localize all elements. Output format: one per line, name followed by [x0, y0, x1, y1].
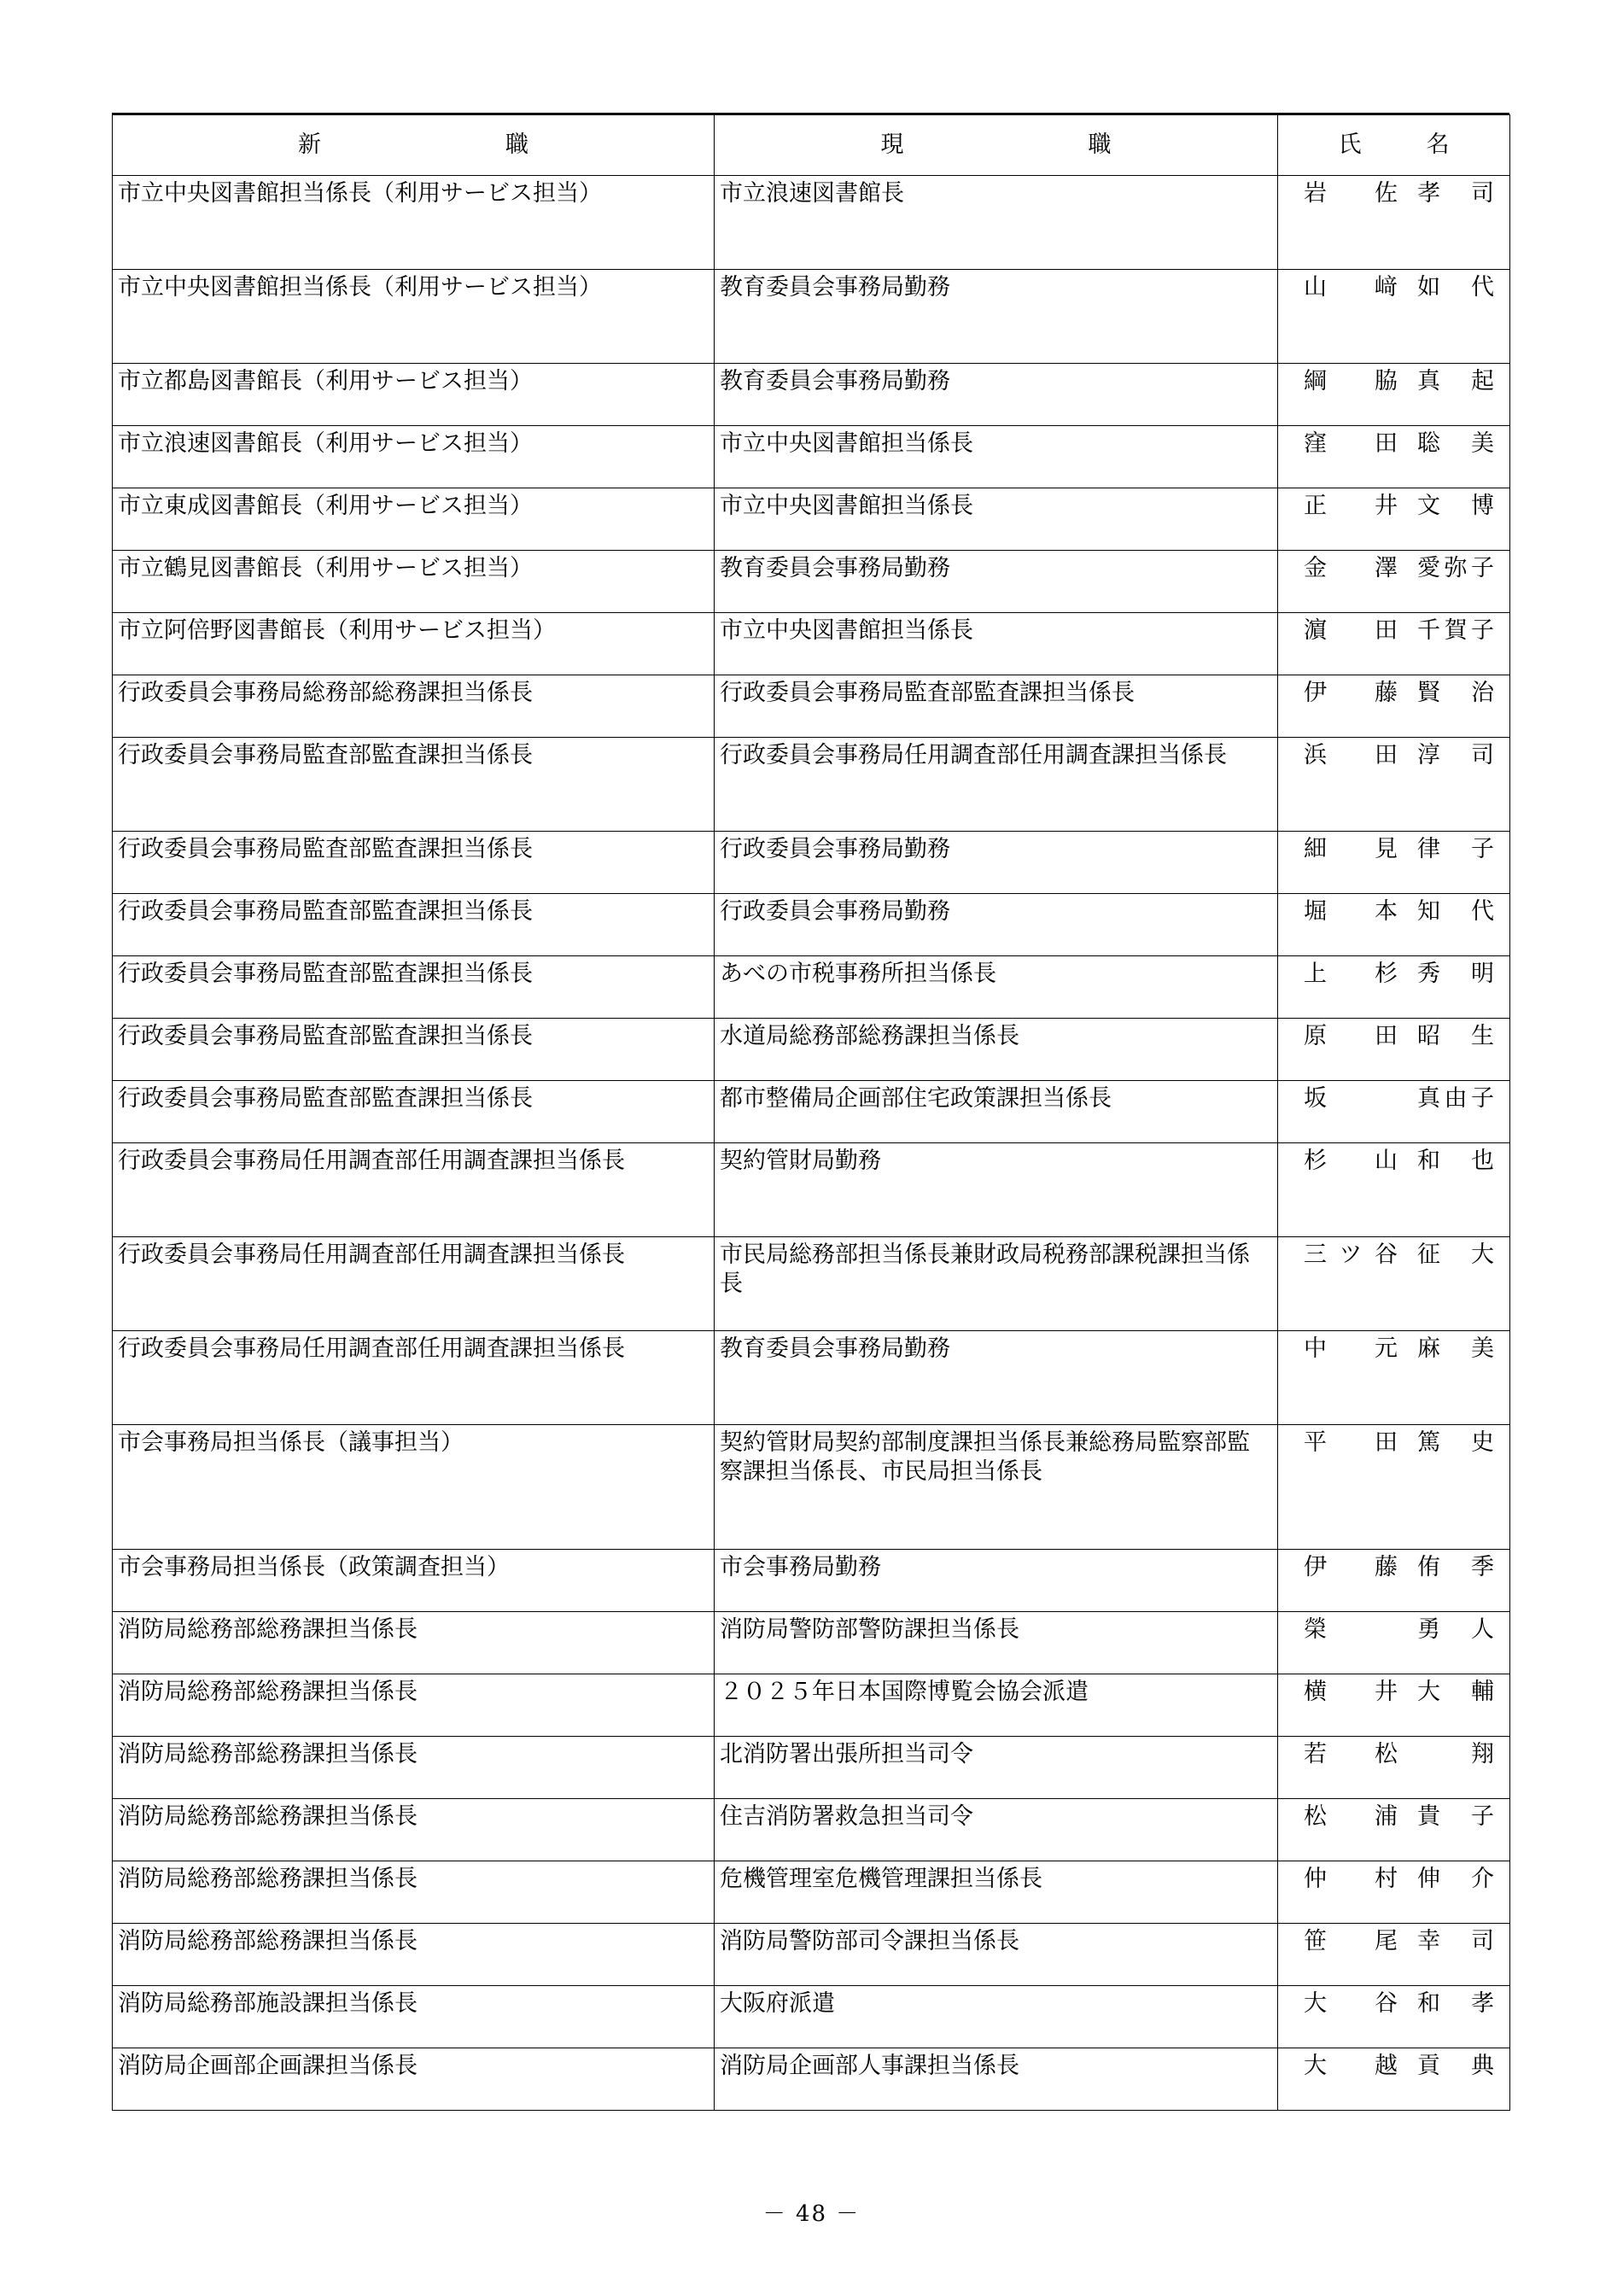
given-name: 賢 治	[1417, 680, 1494, 706]
name-cell	[1278, 176, 1510, 270]
family-name: 山 﨑	[1304, 274, 1398, 301]
given-name: 和 也	[1417, 1148, 1494, 1174]
current-post-cell: 契約管財局勤務	[715, 1143, 1278, 1237]
family-name: 窪 田	[1304, 430, 1398, 457]
new-post-cell: 市会事務局担当係長（議事担当）	[113, 1425, 715, 1550]
family-name: 金 澤	[1304, 555, 1398, 581]
name-cell	[1278, 1331, 1510, 1425]
name-cell	[1278, 1237, 1510, 1331]
new-post-cell: 行政委員会事務局任用調査部任用調査課担当係長	[113, 1331, 715, 1425]
given-name: 聡 美	[1417, 430, 1494, 457]
table-row	[113, 1331, 1510, 1425]
given-name: 真 起	[1417, 368, 1494, 394]
given-name: 律 子	[1417, 836, 1494, 862]
new-post-cell: 市立浪速図書館長（利用サービス担当）	[113, 426, 715, 488]
current-post-cell: 教育委員会事務局勤務	[715, 1331, 1278, 1425]
family-name: 仲 村	[1304, 1866, 1398, 1892]
given-name: 伸 介	[1417, 1866, 1494, 1892]
header-new-post-char-1: 新	[298, 131, 321, 158]
current-post-cell: 契約管財局契約部制度課担当係長兼総務局監察部監察課担当係長、市民局担当係長	[715, 1425, 1278, 1550]
table-row	[113, 176, 1510, 270]
current-post-cell: 市立中央図書館担当係長	[715, 613, 1278, 675]
name-cell	[1278, 1081, 1510, 1143]
new-post-cell: 行政委員会事務局監査部監査課担当係長	[113, 738, 715, 832]
name-cell	[1278, 675, 1510, 738]
new-post-cell: 行政委員会事務局監査部監査課担当係長	[113, 1081, 715, 1143]
current-post-cell: 行政委員会事務局監査部監査課担当係長	[715, 675, 1278, 738]
given-name: 昭 生	[1417, 1023, 1494, 1049]
table-row	[113, 832, 1510, 894]
new-post-cell: 市立都島図書館長（利用サービス担当）	[113, 364, 715, 426]
given-name: 侑 季	[1417, 1554, 1494, 1580]
name-cell	[1278, 488, 1510, 551]
new-post-cell: 行政委員会事務局監査部監査課担当係長	[113, 956, 715, 1019]
new-post-cell: 消防局総務部総務課担当係長	[113, 1861, 715, 1924]
name-cell	[1278, 1737, 1510, 1799]
current-post-cell: ２０２５年日本国際博覧会協会派遣	[715, 1674, 1278, 1737]
family-name: 中 元	[1304, 1335, 1398, 1362]
header-new-post-char-2: 職	[505, 131, 528, 158]
given-name: 千賀子	[1417, 617, 1494, 644]
family-name: 綱 脇	[1304, 368, 1398, 394]
table-row	[113, 1143, 1510, 1237]
new-post-cell: 消防局総務部総務課担当係長	[113, 1674, 715, 1737]
given-name: 征 大	[1417, 1241, 1494, 1268]
table-row	[113, 675, 1510, 738]
header-current-post	[715, 115, 1278, 176]
current-post-cell: 消防局警防部司令課担当係長	[715, 1924, 1278, 1986]
current-post-cell: 教育委員会事務局勤務	[715, 364, 1278, 426]
table-row	[113, 1019, 1510, 1081]
current-post-cell: 教育委員会事務局勤務	[715, 551, 1278, 613]
new-post-cell: 消防局企画部企画課担当係長	[113, 2048, 715, 2111]
new-post-cell: 市会事務局担当係長（政策調査担当）	[113, 1550, 715, 1612]
current-post-cell: 市立中央図書館担当係長	[715, 488, 1278, 551]
given-name: 貴 子	[1417, 1803, 1494, 1830]
given-name: 貢 典	[1417, 2053, 1494, 2079]
name-cell	[1278, 956, 1510, 1019]
name-cell	[1278, 551, 1510, 613]
table-row	[113, 270, 1510, 364]
current-post-cell: 市立中央図書館担当係長	[715, 426, 1278, 488]
current-post-cell: あべの市税事務所担当係長	[715, 956, 1278, 1019]
current-post-cell: 市立浪速図書館長	[715, 176, 1278, 270]
new-post-cell: 市立中央図書館担当係長（利用サービス担当）	[113, 270, 715, 364]
given-name: 愛弥子	[1417, 555, 1494, 581]
current-post-cell: 住吉消防署救急担当司令	[715, 1799, 1278, 1861]
name-cell	[1278, 1425, 1510, 1550]
name-cell	[1278, 613, 1510, 675]
header-name	[1278, 115, 1510, 176]
table-row	[113, 1674, 1510, 1737]
family-name: 坂	[1304, 1085, 1327, 1112]
table-row	[113, 488, 1510, 551]
given-name: 文 博	[1417, 493, 1494, 519]
current-post-cell: 消防局企画部人事課担当係長	[715, 2048, 1278, 2111]
name-cell	[1278, 426, 1510, 488]
name-cell	[1278, 2048, 1510, 2111]
table-row	[113, 613, 1510, 675]
table-row	[113, 2048, 1510, 2111]
table-row	[113, 1425, 1510, 1550]
table-row	[113, 894, 1510, 956]
family-name: 浜 田	[1304, 742, 1398, 768]
family-name: 濵 田	[1304, 617, 1398, 644]
family-name: 松 浦	[1304, 1803, 1398, 1830]
family-name: 上 杉	[1304, 961, 1398, 987]
current-post-cell: 都市整備局企画部住宅政策課担当係長	[715, 1081, 1278, 1143]
new-post-cell: 消防局総務部施設課担当係長	[113, 1986, 715, 2048]
family-name: 原 田	[1304, 1023, 1398, 1049]
given-name: 淳 司	[1417, 742, 1494, 768]
table-row	[113, 1924, 1510, 1986]
current-post-cell: 危機管理室危機管理課担当係長	[715, 1861, 1278, 1924]
header-name-char-2: 名	[1426, 131, 1450, 158]
table-row	[113, 1237, 1510, 1331]
given-name: 孝 司	[1417, 180, 1494, 207]
table-body	[113, 176, 1510, 2111]
given-name: 大 輔	[1417, 1679, 1494, 1705]
new-post-cell: 行政委員会事務局任用調査部任用調査課担当係長	[113, 1143, 715, 1237]
name-cell	[1278, 1924, 1510, 1986]
new-post-cell: 行政委員会事務局総務部総務課担当係長	[113, 675, 715, 738]
family-name: 大 越	[1304, 2053, 1398, 2079]
family-name: 岩 佐	[1304, 180, 1398, 207]
header-new-post	[113, 115, 715, 176]
family-name: 堀 本	[1304, 898, 1398, 925]
family-name: 伊 藤	[1304, 1554, 1398, 1580]
current-post-cell: 北消防署出張所担当司令	[715, 1737, 1278, 1799]
given-name: 勇 人	[1417, 1616, 1494, 1643]
table-row	[113, 1550, 1510, 1612]
table-row	[113, 1986, 1510, 2048]
family-name: 平 田	[1304, 1429, 1398, 1456]
given-name: 幸 司	[1417, 1928, 1494, 1954]
given-name: 如 代	[1417, 274, 1494, 301]
name-cell	[1278, 1612, 1510, 1674]
header-current-post-char-2: 職	[1088, 131, 1112, 158]
table-row	[113, 738, 1510, 832]
name-cell	[1278, 738, 1510, 832]
family-name: 大 谷	[1304, 1990, 1398, 2017]
current-post-cell: 市会事務局勤務	[715, 1550, 1278, 1612]
current-post-cell: 行政委員会事務局勤務	[715, 894, 1278, 956]
name-cell	[1278, 1143, 1510, 1237]
current-post-cell: 水道局総務部総務課担当係長	[715, 1019, 1278, 1081]
table-row	[113, 364, 1510, 426]
current-post-cell: 消防局警防部警防課担当係長	[715, 1612, 1278, 1674]
current-post-cell: 行政委員会事務局任用調査部任用調査課担当係長	[715, 738, 1278, 832]
current-post-cell: 大阪府派遣	[715, 1986, 1278, 2048]
table-row	[113, 956, 1510, 1019]
given-name: 翔	[1471, 1741, 1494, 1767]
given-name: 和 孝	[1417, 1990, 1494, 2017]
name-cell	[1278, 364, 1510, 426]
current-post-cell: 行政委員会事務局勤務	[715, 832, 1278, 894]
family-name: 細 見	[1304, 836, 1398, 862]
given-name: 麻 美	[1417, 1335, 1494, 1362]
new-post-cell: 市立阿倍野図書館長（利用サービス担当）	[113, 613, 715, 675]
name-cell	[1278, 270, 1510, 364]
table-row	[113, 1612, 1510, 1674]
family-name: 杉 山	[1304, 1148, 1398, 1174]
table-row	[113, 551, 1510, 613]
family-name: 伊 藤	[1304, 680, 1398, 706]
new-post-cell: 行政委員会事務局監査部監査課担当係長	[113, 894, 715, 956]
family-name: 三ツ谷	[1304, 1241, 1398, 1268]
current-post-cell: 市民局総務部担当係長兼財政局税務部課税課担当係長	[715, 1237, 1278, 1331]
family-name: 正 井	[1304, 493, 1398, 519]
current-post-cell: 教育委員会事務局勤務	[715, 270, 1278, 364]
new-post-cell: 市立鶴見図書館長（利用サービス担当）	[113, 551, 715, 613]
table-row	[113, 1799, 1510, 1861]
new-post-cell: 行政委員会事務局任用調査部任用調査課担当係長	[113, 1237, 715, 1331]
family-name: 横 井	[1304, 1679, 1398, 1705]
given-name: 真由子	[1417, 1085, 1494, 1112]
name-cell	[1278, 1019, 1510, 1081]
personnel-table	[112, 114, 1510, 2111]
table-row	[113, 426, 1510, 488]
name-cell	[1278, 1986, 1510, 2048]
header-current-post-char-1: 現	[880, 131, 904, 158]
table-row	[113, 1861, 1510, 1924]
new-post-cell: 市立東成図書館長（利用サービス担当）	[113, 488, 715, 551]
header-name-char-1: 氏	[1338, 131, 1362, 158]
name-cell	[1278, 1799, 1510, 1861]
family-name: 榮	[1304, 1616, 1327, 1643]
name-cell	[1278, 1861, 1510, 1924]
page-number: － 48 －	[762, 2201, 861, 2227]
new-post-cell: 消防局総務部総務課担当係長	[113, 1924, 715, 1986]
name-cell	[1278, 832, 1510, 894]
family-name: 笹 尾	[1304, 1928, 1398, 1954]
name-cell	[1278, 1550, 1510, 1612]
name-cell	[1278, 894, 1510, 956]
table-row	[113, 1081, 1510, 1143]
given-name: 秀 明	[1417, 961, 1494, 987]
new-post-cell: 消防局総務部総務課担当係長	[113, 1612, 715, 1674]
new-post-cell: 行政委員会事務局監査部監査課担当係長	[113, 1019, 715, 1081]
new-post-cell: 市立中央図書館担当係長（利用サービス担当）	[113, 176, 715, 270]
name-cell	[1278, 1674, 1510, 1737]
new-post-cell: 消防局総務部総務課担当係長	[113, 1737, 715, 1799]
new-post-cell: 消防局総務部総務課担当係長	[113, 1799, 715, 1861]
given-name: 篤 史	[1417, 1429, 1494, 1456]
new-post-cell: 行政委員会事務局監査部監査課担当係長	[113, 832, 715, 894]
family-name: 若 松	[1304, 1741, 1398, 1767]
table-header-row	[113, 115, 1510, 176]
table-row	[113, 1737, 1510, 1799]
given-name: 知 代	[1417, 898, 1494, 925]
